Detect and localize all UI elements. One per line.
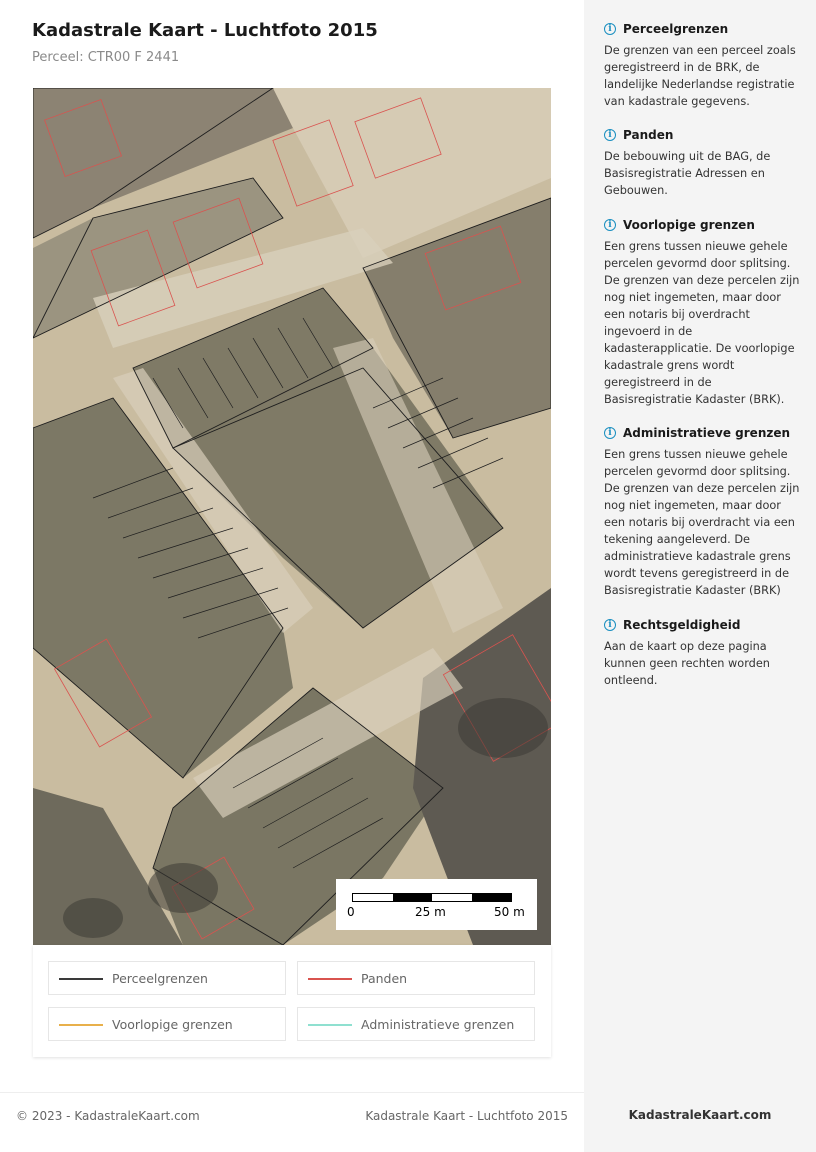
footer-divider	[0, 1092, 584, 1093]
scale-bar-box	[336, 879, 537, 930]
legend-line-icon	[59, 1024, 103, 1026]
legend-line-icon	[59, 978, 103, 980]
info-text: De bebouwing uit de BAG, de Basisregistratie Adressen en Gebouwen.	[604, 150, 771, 197]
info-text: Een grens tussen nieuwe gehele percelen gevormd door splitsing. De grenzen van deze percelen zijn nog niet ingemeten, maar door een notaris bij overdracht ingevoerd in de kadasterapplicatie. De voorlopige kadastrale grens wordt geregistreerd in de Basisregistratie Kadaster (BRK).	[604, 240, 800, 406]
legend-line-icon	[308, 1024, 352, 1026]
info-icon: i	[604, 23, 616, 35]
info-text: De grenzen van een perceel zoals geregistreerd in de BRK, de landelijke Nederlandse registratie van kadastrale gegevens.	[604, 44, 796, 108]
info-heading: Rechtsgeldigheid	[623, 618, 741, 632]
legend-label: Voorlopige grenzen	[112, 1017, 233, 1032]
info-section-voorlopige-grenzen	[604, 218, 800, 408]
legend-item-administratieve-grenzen	[297, 1007, 535, 1041]
info-heading: Panden	[623, 128, 674, 142]
info-icon: i	[604, 619, 616, 631]
legend-item-panden	[297, 961, 535, 995]
info-section-perceelgrenzen	[604, 22, 800, 110]
info-heading: Perceelgrenzen	[623, 22, 729, 36]
legend-item-voorlopige-grenzen	[48, 1007, 286, 1041]
info-icon: i	[604, 219, 616, 231]
info-icon: i	[604, 427, 616, 439]
brand-logo-text[interactable]: KadastraleKaart.com	[628, 1108, 772, 1122]
legend-label: Panden	[361, 971, 408, 986]
info-heading: Administratieve grenzen	[623, 426, 791, 440]
legend-label: Administratieve grenzen	[361, 1017, 515, 1032]
legend-item-perceelgrenzen	[48, 961, 286, 995]
scale-label-50: 50 m	[494, 905, 525, 919]
map-graphic	[33, 88, 551, 945]
scale-label-25: 25 m	[415, 905, 446, 919]
info-icon: i	[604, 129, 616, 141]
map-legend	[33, 945, 551, 1057]
footer-copyright: © 2023 - KadastraleKaart.com	[16, 1109, 200, 1123]
info-text: Een grens tussen nieuwe gehele percelen gevormd door splitsing. De grenzen van deze percelen zijn nog niet ingemeten, maar door een notaris bij overdracht via een tekening aangeleverd. De administratieve kadastrale grens wordt tevens geregistreerd in de Basisregistratie Kadaster (BRK)	[604, 448, 800, 597]
footer-doc-title: Kadastrale Kaart - Luchtfoto 2015	[365, 1109, 568, 1123]
info-heading: Voorlopige grenzen	[623, 218, 755, 232]
scale-bar	[352, 893, 512, 902]
info-sidebar	[584, 0, 816, 1152]
info-text: Aan de kaart op deze pagina kunnen geen rechten worden ontleend.	[604, 640, 770, 687]
scale-label-0: 0	[347, 905, 355, 919]
aerial-map[interactable]	[33, 88, 551, 945]
legend-label: Perceelgrenzen	[112, 971, 208, 986]
legend-line-icon	[308, 978, 352, 980]
info-section-administratieve-grenzen	[604, 426, 800, 599]
parcel-subtitle: Perceel: CTR00 F 2441	[32, 50, 180, 65]
info-section-rechtsgeldigheid	[604, 618, 800, 689]
info-section-panden	[604, 128, 800, 199]
page-title: Kadastrale Kaart - Luchtfoto 2015	[32, 20, 378, 41]
